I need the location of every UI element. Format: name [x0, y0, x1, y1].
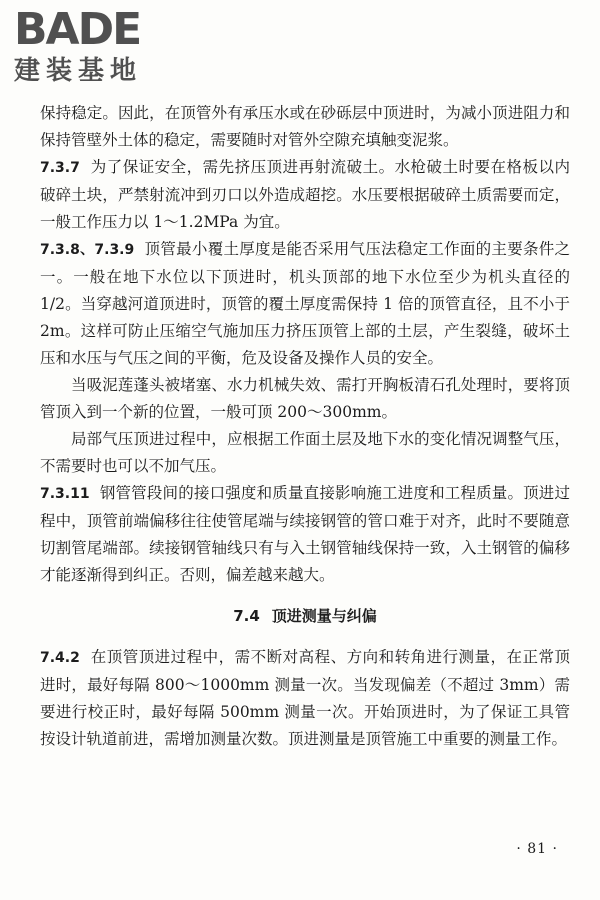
paragraph-suction-head: 当吸泥莲蓬头被堵塞、水力机械失效、需打开胸板清石孔处理时，要将顶管顶入到一个新的位置，一般可顶 200～300mm。 — [40, 376, 570, 421]
paragraph-local-pressure: 局部气压顶进过程中，应根据工作面土层及地下水的变化情况调整气压，不需要时也可以不加气压。 — [40, 430, 570, 475]
paragraph-continuation: 保持稳定。因此，在顶管外有承压水或在砂砾层中顶进时，为减小顶进阻力和保持管壁外土体的稳定，需要随时对管外空隙充填触变泥浆。 — [40, 104, 570, 149]
clause-number: 7.3.11 — [40, 486, 90, 502]
clause-7-3-7 — [40, 154, 570, 236]
section-number: 7.4 — [233, 607, 260, 625]
logo-subtitle-text: 建装基地 — [14, 56, 143, 86]
clause-7-3-8-9 — [40, 236, 570, 372]
clause-text: 钢管管段间的接口强度和质量直接影响施工进度和工程质量。顶进过程中，顶管前端偏移往往使管尾端与续接钢管的管口难于对齐，此时不要随意切割管尾端部。续接钢管轴线只有与入土钢管轴线保持一致，入土钢管的偏移才能逐渐得到纠正。否则，偏差越来越大。 — [40, 484, 570, 584]
clause-text: 为了保证安全，需先挤压顶进再射流破土。水枪破土时要在格板以内破碎土块，严禁射流冲到刃口以外造成超挖。水压要根据破碎土质需要而定，一般工作压力以 1～1.2MPa 为宜。 — [40, 158, 570, 231]
clause-7-3-11 — [40, 480, 570, 589]
clause-7-4-2 — [40, 644, 570, 753]
section-title: 顶进测量与纠偏 — [271, 607, 377, 625]
clause-text: 顶管最小覆土厚度是能否采用气压法稳定工作面的主要条件之一。一般在地下水位以下顶进时，机头顶部的地下水位至少为机头直径的 1/2。当穿越河道顶进时，顶管的覆土厚度需保持 1 倍的顶管直径，且不小于 2m。这样可防止压缩空气施加压力挤压顶管上部的土层，产生裂缝，破坏土压和水压与气压之间的平衡，危及设备及操作人员的安全。 — [40, 240, 570, 367]
logo-brand-text: BADE — [14, 4, 141, 55]
clause-number: 7.4.2 — [40, 650, 80, 666]
page-body — [40, 100, 570, 753]
clause-number: 7.3.7 — [40, 160, 80, 176]
bade-logo — [14, 4, 194, 92]
section-heading-7-4 — [40, 603, 570, 630]
clause-number: 7.3.8、7.3.9 — [40, 242, 135, 258]
clause-text: 在顶管顶进过程中，需不断对高程、方向和转角进行测量，在正常顶进时，最好每隔 800～1000mm 测量一次。当发现偏差（不超过 3mm）需要进行校正时，最好每隔 500mm 测量一次。开始顶进时，为了保证工具管按设计轨道前进，需增加测量次数。顶进测量是顶管施工中重要的测量工作。 — [40, 648, 570, 748]
page-number: · 81 · — [516, 841, 558, 857]
